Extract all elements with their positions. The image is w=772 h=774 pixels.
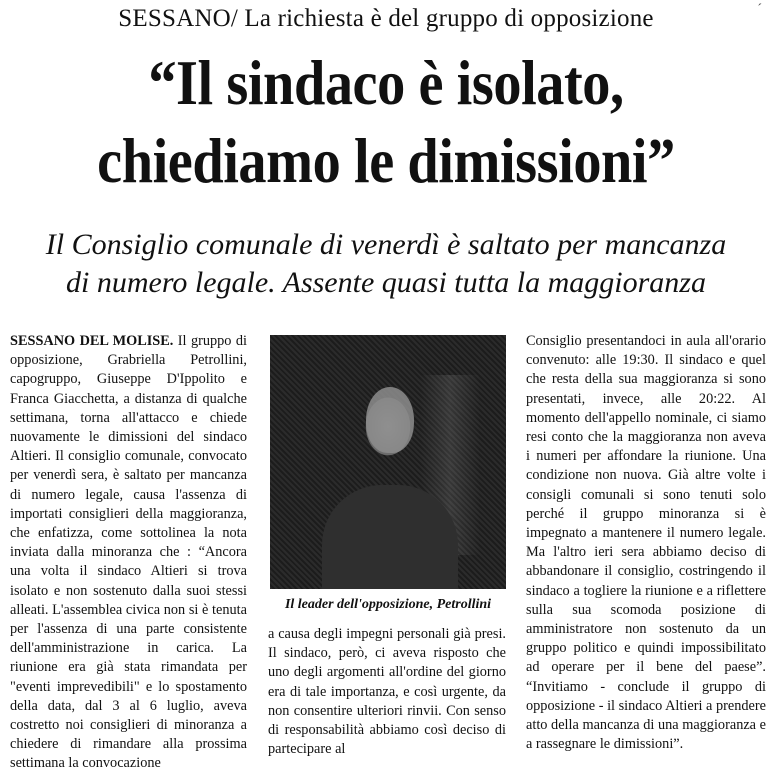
subheadline-line-1: Il Consiglio comunale di venerdì è saltato per mancanza	[45, 228, 727, 261]
headline-line-1: “Il sindaco è isolato,	[148, 47, 624, 118]
article-column-2	[268, 625, 506, 759]
photo-figure-body	[322, 485, 458, 589]
subheadline	[0, 226, 772, 302]
corner-mark: ´	[757, 2, 762, 17]
article-column-3	[526, 332, 766, 754]
subheadline-line-2: di numero legale. Assente quasi tutta la maggioranza	[66, 266, 706, 299]
headline-line-2: chiediamo le dimissioni”	[97, 125, 675, 196]
article-text-2: a causa degli impegni personali già presi. Il sindaco, però, ci aveva risposto che uno degli argomenti all'ordine del giorno era di tale importanza, e così urgente, da non consentire ulteriori rinvii. Con senso di responsabilità abbiamo così deciso di partecipare al	[268, 626, 506, 758]
article-column-1	[10, 332, 247, 774]
photo-caption: Il leader dell'opposizione, Petrollini	[284, 597, 492, 612]
portrait-photo	[270, 335, 506, 589]
kicker: SESSANO/ La richiesta è del gruppo di opposizione	[118, 5, 654, 32]
article-text-3: Consiglio presentandoci in aula all'orario convenuto: alle 19:30. Il sindaco e quel che resta della sua maggioranza si sono presentati, invece, alle 20:22. Al momento dell'appello nominale, ci siamo resi conto che la maggioranza non aveva i numeri per affondare la riunione. Una condizione non nuova. Già altre volte i consigli comunali si sono tenuti solo perché il gruppo minoranza si è impegnato a mantenere il numero legale. Ma l'altro ieri sera abbiamo deciso di abbandonare il consiglio, costringendo il sindaco a togliere la riunione e a riflettere sulla sua scomoda posizione di amministratore non sostenuto da un gruppo politico e quindi impossibilitato ad operare per il bene del paese”. “Invitiamo - conclude il gruppo di opposizione - il sindaco Altieri a prendere atto della mancanza di una maggioranza e a rassegnare le dimissioni”.	[526, 333, 766, 753]
dateline: SESSANO DEL MOLISE.	[10, 333, 174, 349]
photo-figure-face	[366, 387, 414, 453]
article-text-1: Il gruppo di opposizione, Grabriella Petrollini, capogruppo, Giuseppe D'Ippolito e Franca Giacchetta, a distanza di qualche settimana, torna all'attacco e chiede nuovamente le dimissioni del sindaco Altieri. Il consiglio comunale, convocato per venerdì sera, è saltato per mancanza di numero legale, causa l'assenza di importati consiglieri della maggioranza, che enfatizza, come sottolinea la nota inviata dalla minoranza che : “Ancora una volta il sindaco Altieri si trova isolato e non sostenuto dalla suoi stessi alleati. L'assemblea civica non si è tenuta per l'assenza di una parte consistente dell'amministrazione in carica. La riunione era già stata rimandata per "eventi imprevedibili" e lo spostamento della data, dal 3 al 6 luglio, aveva costretto noi consiglieri di minoranza a chiedere di rimandare alla prossima settimana la convocazione	[10, 333, 247, 772]
headline	[46, 44, 725, 200]
